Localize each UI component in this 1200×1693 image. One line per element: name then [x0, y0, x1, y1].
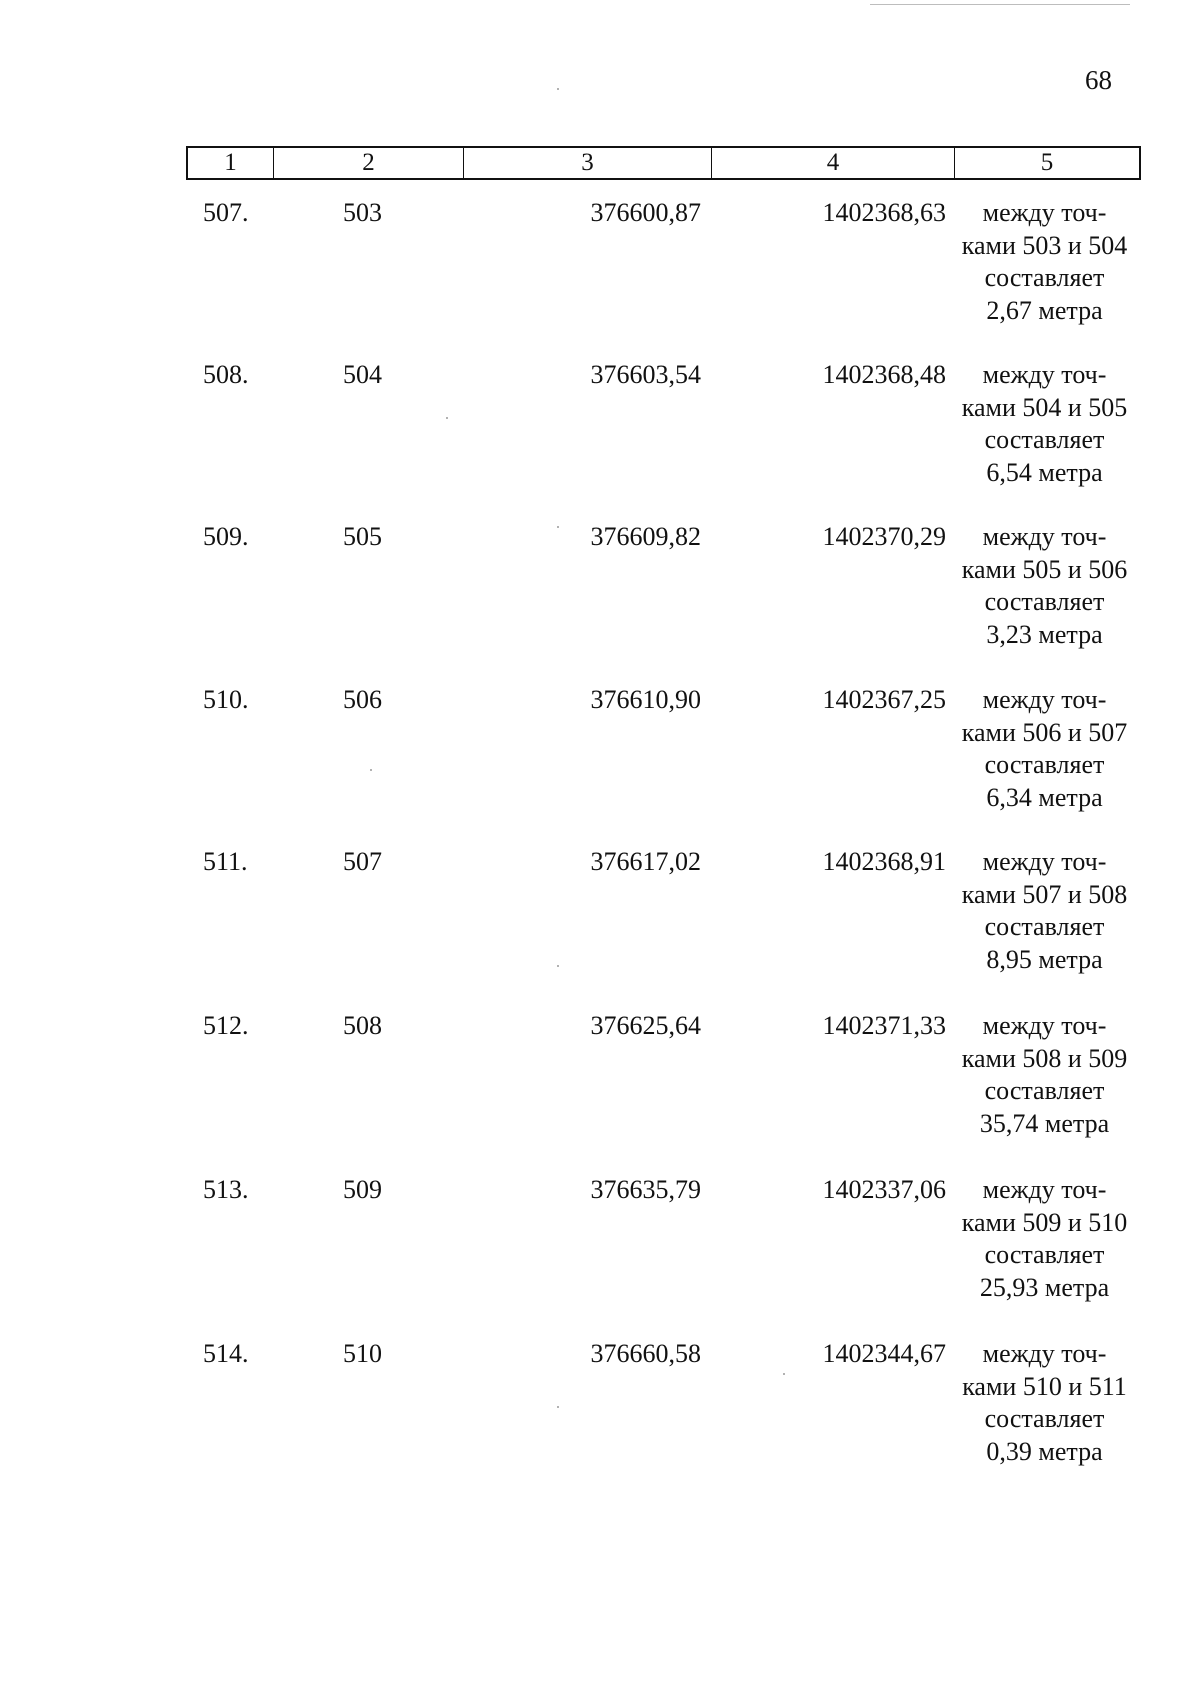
- table-header-row: [186, 146, 1141, 180]
- coordinate-y: 1402370,29: [822, 522, 946, 551]
- header-col-2: 2: [273, 148, 463, 178]
- coordinate-y: 1402368,63: [822, 198, 946, 227]
- table-row: [0, 1338, 1200, 1468]
- coordinate-y: 1402344,67: [822, 1339, 946, 1368]
- header-col-4: 4: [711, 148, 954, 178]
- description-line: составляет: [984, 263, 1105, 292]
- coordinate-x: 376609,82: [590, 522, 701, 551]
- scan-speck: [557, 88, 559, 90]
- point-number: 506: [343, 685, 382, 714]
- coordinate-x: 376625,64: [590, 1011, 701, 1040]
- description-line: составляет: [984, 587, 1105, 616]
- description-line: составляет: [984, 750, 1105, 779]
- description-line: между точ-: [982, 522, 1107, 551]
- description-line: составляет: [984, 1240, 1105, 1269]
- page-number: 68: [1085, 65, 1112, 95]
- row-number: 511.: [203, 847, 248, 876]
- distance-description: [947, 846, 1142, 976]
- coordinate-y: 1402371,33: [822, 1011, 946, 1040]
- description-line: составляет: [984, 1404, 1105, 1433]
- distance-description: [947, 1338, 1142, 1468]
- point-number: 508: [343, 1011, 382, 1040]
- coordinate-x: 376660,58: [590, 1339, 701, 1368]
- distance-description: [947, 1174, 1142, 1304]
- point-number: 509: [343, 1175, 382, 1204]
- description-line: ками 505 и 506: [961, 554, 1128, 584]
- scan-speck: [557, 1406, 559, 1408]
- distance-description: [947, 359, 1142, 489]
- row-number: 513.: [203, 1175, 249, 1204]
- table-row: [0, 846, 1200, 976]
- header-col-1: 1: [224, 149, 237, 176]
- description-line: ками 510 и 511: [962, 1371, 1127, 1401]
- distance-description: [947, 684, 1142, 814]
- description-line: 0,39 метра: [986, 1436, 1103, 1466]
- row-number: 507.: [203, 198, 249, 227]
- description-line: составляет: [984, 425, 1105, 454]
- coordinate-x: 376603,54: [590, 360, 701, 389]
- scan-speck: [446, 417, 448, 419]
- description-line: 35,74 метра: [979, 1108, 1110, 1138]
- description-line: ками 509 и 510: [961, 1207, 1128, 1237]
- coordinate-y: 1402368,91: [822, 847, 946, 876]
- description-line: между точ-: [982, 847, 1107, 876]
- point-number: 507: [343, 847, 382, 876]
- description-line: составляет: [984, 912, 1105, 941]
- description-line: между точ-: [982, 198, 1107, 227]
- table-row: [0, 684, 1200, 814]
- row-number: 510.: [203, 685, 249, 714]
- description-line: между точ-: [982, 685, 1107, 714]
- description-line: ками 504 и 505: [961, 392, 1128, 422]
- description-line: между точ-: [982, 1339, 1107, 1368]
- coordinate-x: 376617,02: [590, 847, 701, 876]
- table-row: [0, 1010, 1200, 1140]
- description-line: составляет: [984, 1076, 1105, 1105]
- table-row: [0, 359, 1200, 489]
- coordinate-y: 1402367,25: [822, 685, 946, 714]
- description-line: 8,95 метра: [986, 944, 1103, 974]
- row-number: 514.: [203, 1339, 249, 1368]
- description-line: между точ-: [982, 1175, 1107, 1204]
- header-col-5: 5: [954, 148, 1139, 178]
- row-number: 508.: [203, 360, 249, 389]
- description-line: 6,34 метра: [986, 782, 1103, 812]
- coordinate-x: 376635,79: [590, 1175, 701, 1204]
- coordinate-x: 376600,87: [590, 198, 701, 227]
- top-edge-rule: [870, 4, 1130, 5]
- description-line: ками 508 и 509: [961, 1043, 1128, 1073]
- coordinate-y: 1402337,06: [822, 1175, 946, 1204]
- description-line: 25,93 метра: [979, 1272, 1110, 1302]
- header-col-3: 3: [463, 148, 711, 178]
- coordinate-x: 376610,90: [590, 685, 701, 714]
- point-number: 505: [343, 522, 382, 551]
- distance-description: [947, 521, 1142, 651]
- row-number: 509.: [203, 522, 249, 551]
- description-line: 3,23 метра: [986, 619, 1103, 649]
- scan-speck: [557, 965, 559, 967]
- point-number: 504: [343, 360, 382, 389]
- table-row: [0, 197, 1200, 327]
- distance-description: [947, 1010, 1142, 1140]
- table-row: [0, 521, 1200, 651]
- description-line: ками 507 и 508: [961, 879, 1128, 909]
- coordinate-y: 1402368,48: [822, 360, 946, 389]
- scan-speck: [557, 526, 559, 528]
- point-number: 503: [343, 198, 382, 227]
- description-line: между точ-: [982, 360, 1107, 389]
- description-line: 6,54 метра: [986, 457, 1103, 487]
- point-number: 510: [343, 1339, 382, 1368]
- description-line: ками 503 и 504: [961, 230, 1128, 260]
- description-line: между точ-: [982, 1011, 1107, 1040]
- distance-description: [947, 197, 1142, 327]
- scan-speck: [783, 1373, 785, 1375]
- scan-speck: [370, 769, 372, 771]
- description-line: 2,67 метра: [986, 295, 1103, 325]
- row-number: 512.: [203, 1011, 249, 1040]
- description-line: ками 506 и 507: [961, 717, 1128, 747]
- table-row: [0, 1174, 1200, 1304]
